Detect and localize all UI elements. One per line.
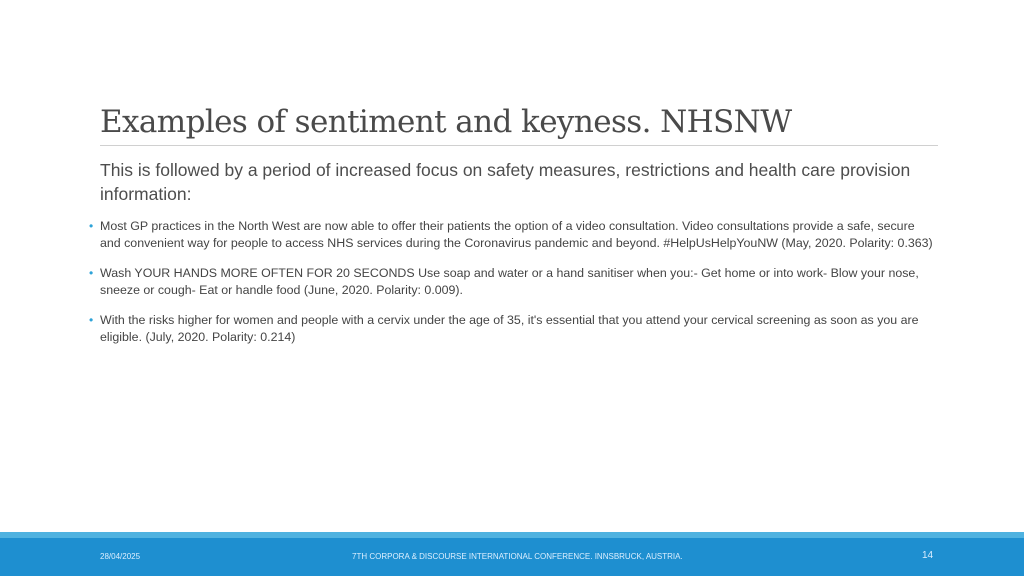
slide-title: Examples of sentiment and keyness. NHSNW (100, 104, 792, 140)
bullet-marker: • (89, 219, 94, 233)
bullet-item-1 (88, 218, 938, 252)
bullet-list (88, 218, 938, 359)
footer-date: 28/04/2025 (100, 552, 141, 561)
bullet-marker: • (89, 266, 94, 280)
bullet-marker: • (89, 313, 94, 327)
bullet-text: Most GP practices in the North West are now able to offer their patients the option of a video consultation. Video consultations provide a safe, secure and convenient way for people to access NHS services during the Coronavirus pandemic and beyond. #HelpUsHelpYouNW (May, 2020. Polarity: 0.363) (100, 219, 933, 250)
bullet-text: Wash YOUR HANDS MORE OFTEN FOR 20 SECONDS Use soap and water or a hand sanitiser when you:- Get home or into work- Blow your nose, sneeze or cough- Eat or handle food (June, 2020. Polarity: 0.009). (100, 266, 919, 297)
footer-conference: 7TH CORPORA & DISCOURSE INTERNATIONAL CONFERENCE. INNSBRUCK, AUSTRIA. (352, 552, 683, 561)
bullet-text: With the risks higher for women and people with a cervix under the age of 35, it's essential that you attend your cervical screening as soon as you are eligible. (July, 2020. Polarity: 0.214) (100, 313, 919, 344)
footer-bar (0, 538, 1024, 576)
slide-subtitle: This is followed by a period of increased focus on safety measures, restrictions and health care provision information: (100, 160, 911, 204)
slide-number: 14 (922, 550, 934, 561)
title-divider (100, 145, 938, 146)
bullet-item-2 (88, 265, 938, 299)
bullet-item-3 (88, 312, 938, 346)
